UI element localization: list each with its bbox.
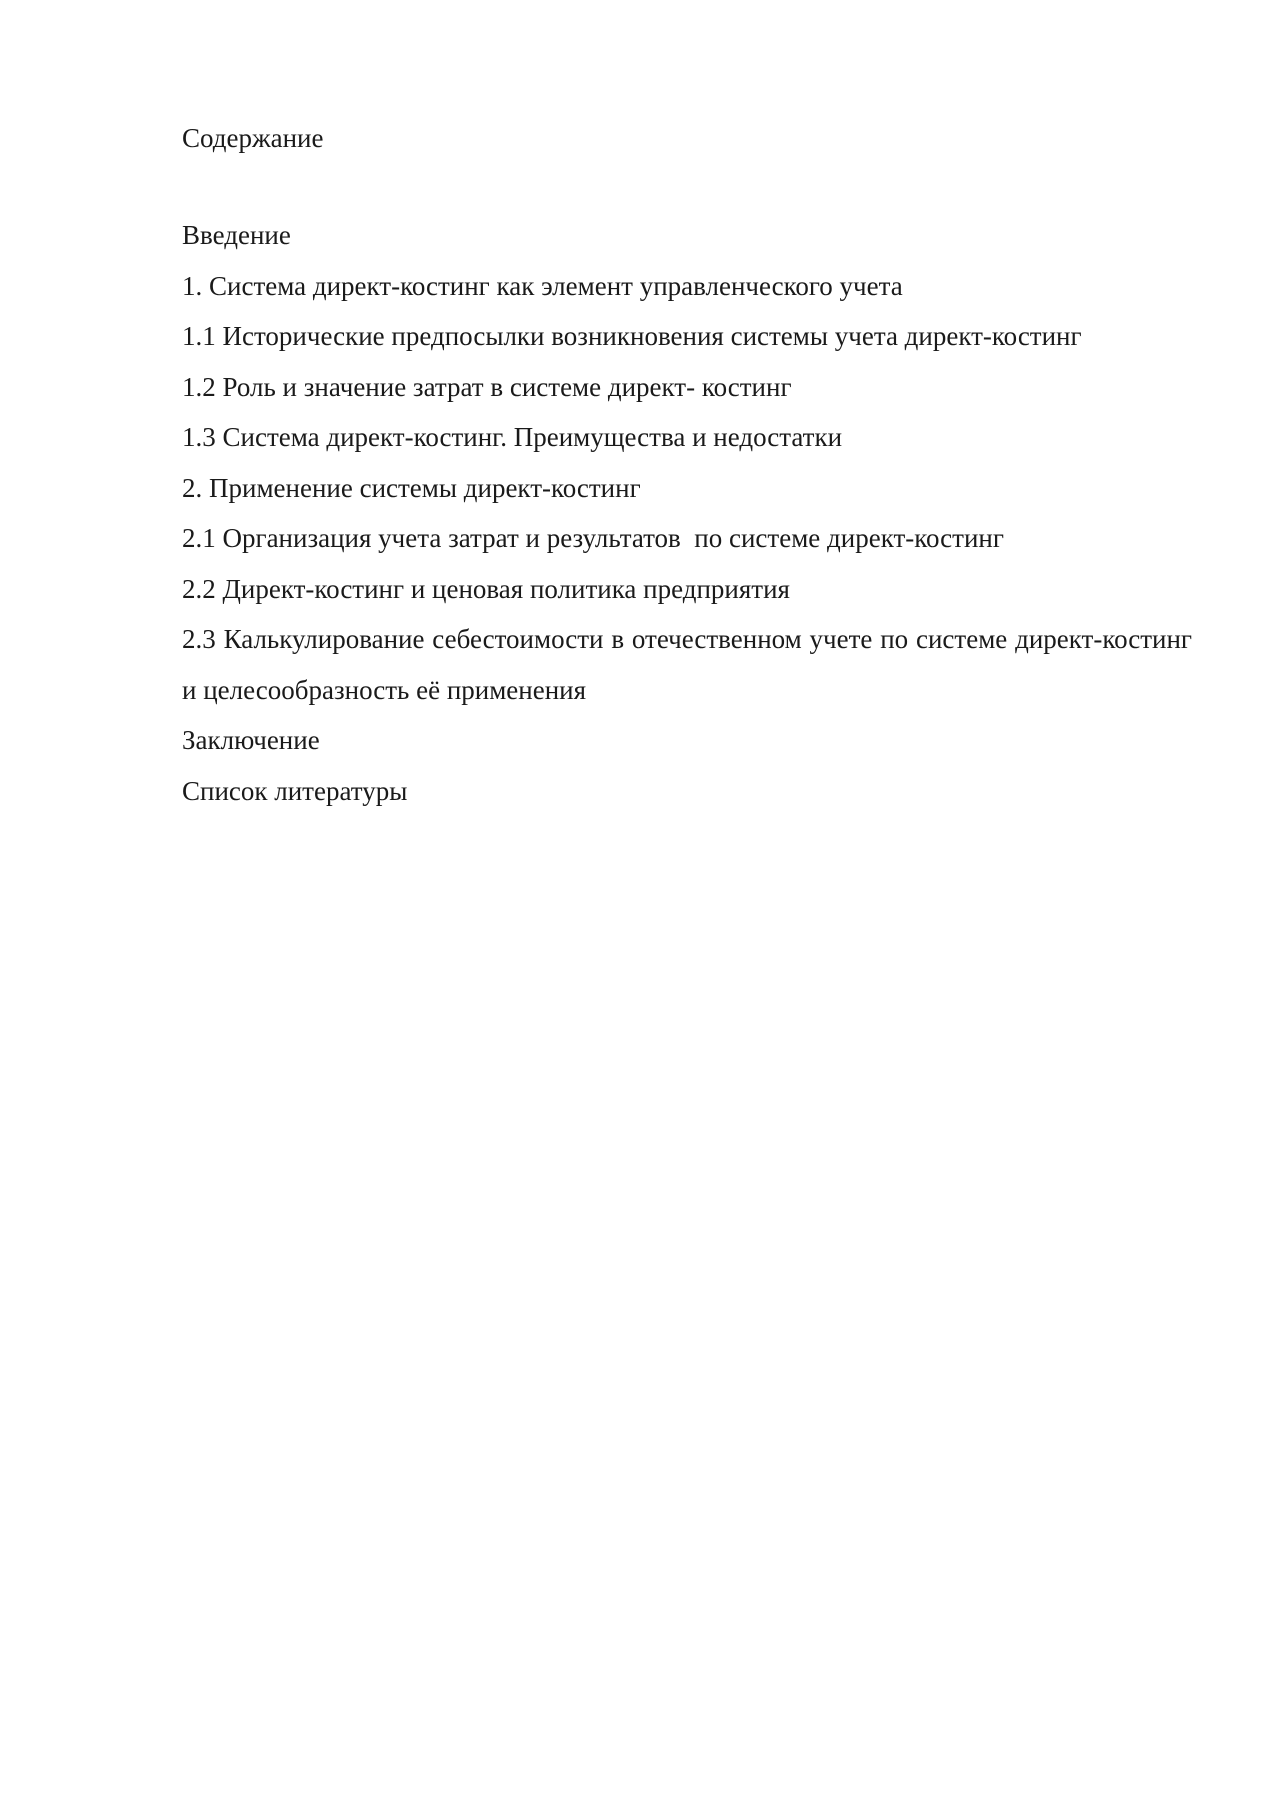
toc-item-section-1-1: 1.1 Исторические предпосылки возникновения системы учета директ-костинг	[182, 321, 1082, 351]
toc-heading: Содержание	[182, 123, 324, 153]
toc-item-bibliography: Список литературы	[182, 775, 408, 806]
toc-item-section-1-3: 1.3 Система директ-костинг. Преимущества и недостатки	[182, 422, 843, 452]
toc-item-conclusion: Заключение	[182, 725, 320, 755]
toc-item-chapter-2: 2. Применение системы директ-костинг	[182, 472, 641, 503]
toc-item-section-2-1: 2.1 Организация учета затрат и результатов по системе директ-костинг	[182, 523, 1004, 553]
toc-item-introduction: Введение	[182, 220, 291, 250]
toc-item-section-1-2: 1.2 Роль и значение затрат в системе директ- костинг	[182, 371, 792, 402]
document-content	[182, 118, 1199, 816]
toc-item-section-2-2: 2.2 Директ-костинг и ценовая политика предприятия	[182, 573, 790, 604]
toc-item-section-2-3: 2.3 Калькулирование себестоимости в отечественном учете по системе директ-костинг и целесообразность её применения	[182, 624, 1199, 705]
table-of-contents	[182, 210, 1199, 816]
toc-item-chapter-1: 1. Система директ-костинг как элемент управленческого учета	[182, 270, 903, 301]
